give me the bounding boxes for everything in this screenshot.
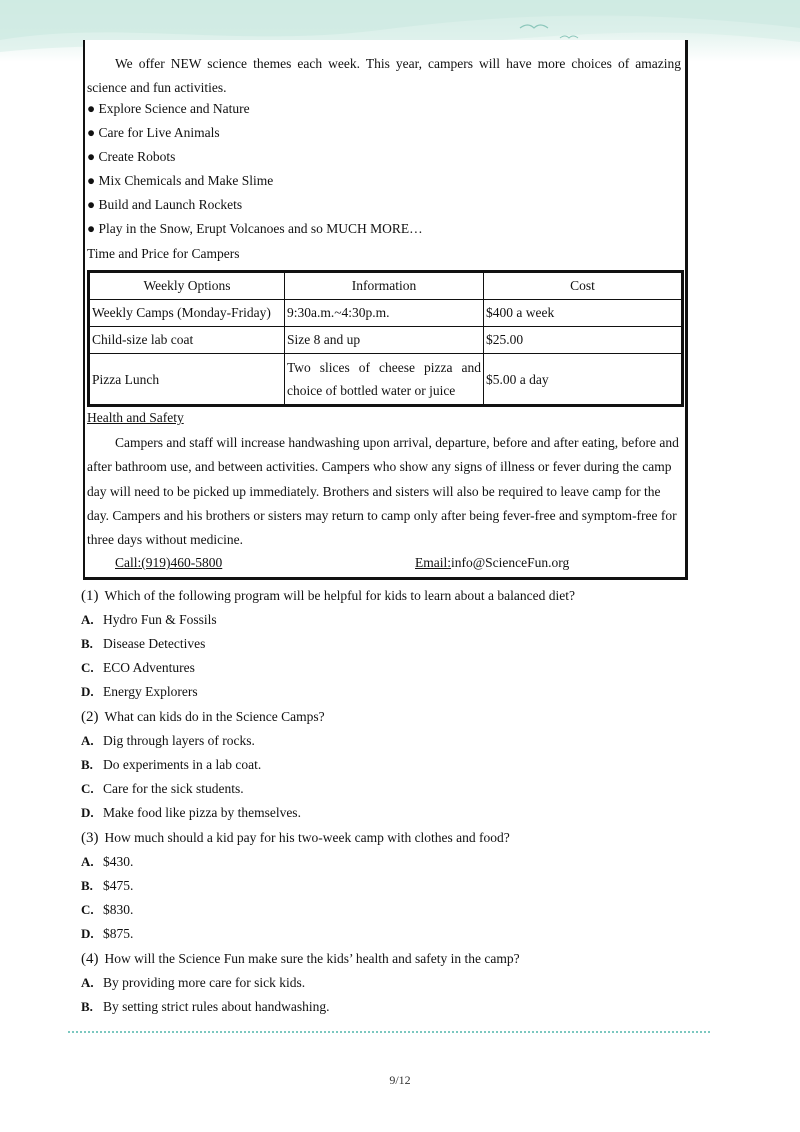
table-header: Information	[285, 272, 484, 300]
option-letter: A.	[81, 975, 94, 990]
option-item	[81, 781, 244, 797]
option-text: Make food like pizza by themselves.	[103, 805, 301, 820]
question-1	[81, 588, 575, 605]
option-letter: C.	[81, 781, 94, 796]
option-letter: B.	[81, 636, 93, 651]
table-header: Cost	[484, 272, 683, 300]
table-title: Time and Price for Campers	[87, 246, 240, 261]
option-item	[81, 757, 261, 773]
option-text: $830.	[103, 902, 134, 917]
question-text: How much should a kid pay for his two-week camp with clothes and food?	[104, 830, 510, 845]
option-letter: A.	[81, 733, 94, 748]
bullet-item: ● Care for Live Animals	[87, 125, 220, 140]
table-row	[89, 300, 683, 327]
question-2	[81, 709, 325, 726]
option-text: Dig through layers of rocks.	[103, 733, 255, 748]
option-letter: D.	[81, 805, 94, 820]
option-item	[81, 926, 133, 942]
table-cell: Two slices of cheese pizza and choice of bottled water or juice	[285, 354, 484, 406]
option-item	[81, 636, 205, 652]
table-cell: $5.00 a day	[484, 354, 683, 406]
option-text: Disease Detectives	[103, 636, 206, 651]
email-value: info@ScienceFun.org	[451, 555, 570, 570]
question-number: (1)	[81, 588, 99, 604]
option-text: By setting strict rules about handwashing.	[103, 999, 330, 1014]
bullet-item: ● Play in the Snow, Erupt Volcanoes and so MUCH MORE…	[87, 221, 423, 236]
table-cell: Child-size lab coat	[89, 327, 285, 354]
option-letter: C.	[81, 902, 94, 917]
question-4	[81, 951, 520, 968]
option-item	[81, 902, 133, 918]
contact-email	[415, 555, 569, 571]
option-letter: D.	[81, 684, 94, 699]
table-cell: Size 8 and up	[285, 327, 484, 354]
option-item	[81, 612, 217, 628]
price-table	[87, 270, 684, 407]
option-letter: A.	[81, 854, 94, 869]
table-header-row	[89, 272, 683, 300]
table-cell: 9:30a.m.~4:30p.m.	[285, 300, 484, 327]
table-header: Weekly Options	[89, 272, 285, 300]
option-letter: B.	[81, 757, 93, 772]
option-letter: C.	[81, 660, 94, 675]
option-text: $430.	[103, 854, 134, 869]
option-item	[81, 684, 198, 700]
table-cell: Pizza Lunch	[89, 354, 285, 406]
option-text: $475.	[103, 878, 134, 893]
bullet-item: ● Create Robots	[87, 149, 176, 164]
option-item	[81, 975, 305, 991]
page-number: 9/12	[389, 1073, 411, 1087]
option-text: Care for the sick students.	[103, 781, 244, 796]
option-text: Energy Explorers	[103, 684, 198, 699]
health-title: Health and Safety	[87, 410, 184, 425]
health-paragraph	[87, 431, 682, 552]
table-cell: $400 a week	[484, 300, 683, 327]
bullet-item: ● Build and Launch Rockets	[87, 197, 243, 212]
option-letter: A.	[81, 612, 94, 627]
email-label: Email:	[415, 555, 451, 570]
option-item	[81, 660, 195, 676]
option-item	[81, 805, 301, 821]
option-item	[81, 733, 255, 749]
question-text: How will the Science Fun make sure the kids’ health and safety in the camp?	[104, 951, 520, 966]
intro-text: We offer NEW science themes each week. This year, campers will have more choices of amazing science and fun activities.	[87, 56, 681, 95]
bullet-item: ● Mix Chemicals and Make Slime	[87, 173, 274, 188]
option-letter: B.	[81, 878, 93, 893]
bullet-item: ● Explore Science and Nature	[87, 101, 250, 116]
contact-phone: Call:(919)460-5800	[115, 555, 223, 570]
option-item	[81, 999, 329, 1015]
footer-divider	[68, 1031, 710, 1033]
question-text: Which of the following program will be helpful for kids to learn about a balanced diet?	[104, 588, 575, 603]
table-row	[89, 354, 683, 406]
option-letter: D.	[81, 926, 94, 941]
table-row	[89, 327, 683, 354]
option-text: ECO Adventures	[103, 660, 195, 675]
question-number: (2)	[81, 709, 99, 725]
table-cell: $25.00	[484, 327, 683, 354]
option-item	[81, 878, 133, 894]
advertisement-passage	[83, 40, 688, 580]
question-number: (3)	[81, 830, 99, 846]
question-number: (4)	[81, 951, 99, 967]
question-text: What can kids do in the Science Camps?	[104, 709, 325, 724]
option-text: Hydro Fun & Fossils	[103, 612, 217, 627]
intro-paragraph	[87, 52, 681, 100]
health-text: Campers and staff will increase handwashing upon arrival, departure, before and after eating, before and after bathroom use, and between activities. Campers who show any signs of illness or fever during the camp day will need to be picked up immediately. Brothers and sisters will also be required to leave camp for the day. Campers and his brothers or sisters may return to camp only after being fever-free and symptom-free for three days without medicine.	[87, 435, 679, 548]
question-3	[81, 830, 510, 847]
option-text: By providing more care for sick kids.	[103, 975, 306, 990]
option-text: Do experiments in a lab coat.	[103, 757, 262, 772]
option-item	[81, 854, 133, 870]
table-cell: Weekly Camps (Monday-Friday)	[89, 300, 285, 327]
option-text: $875.	[103, 926, 134, 941]
option-letter: B.	[81, 999, 93, 1014]
